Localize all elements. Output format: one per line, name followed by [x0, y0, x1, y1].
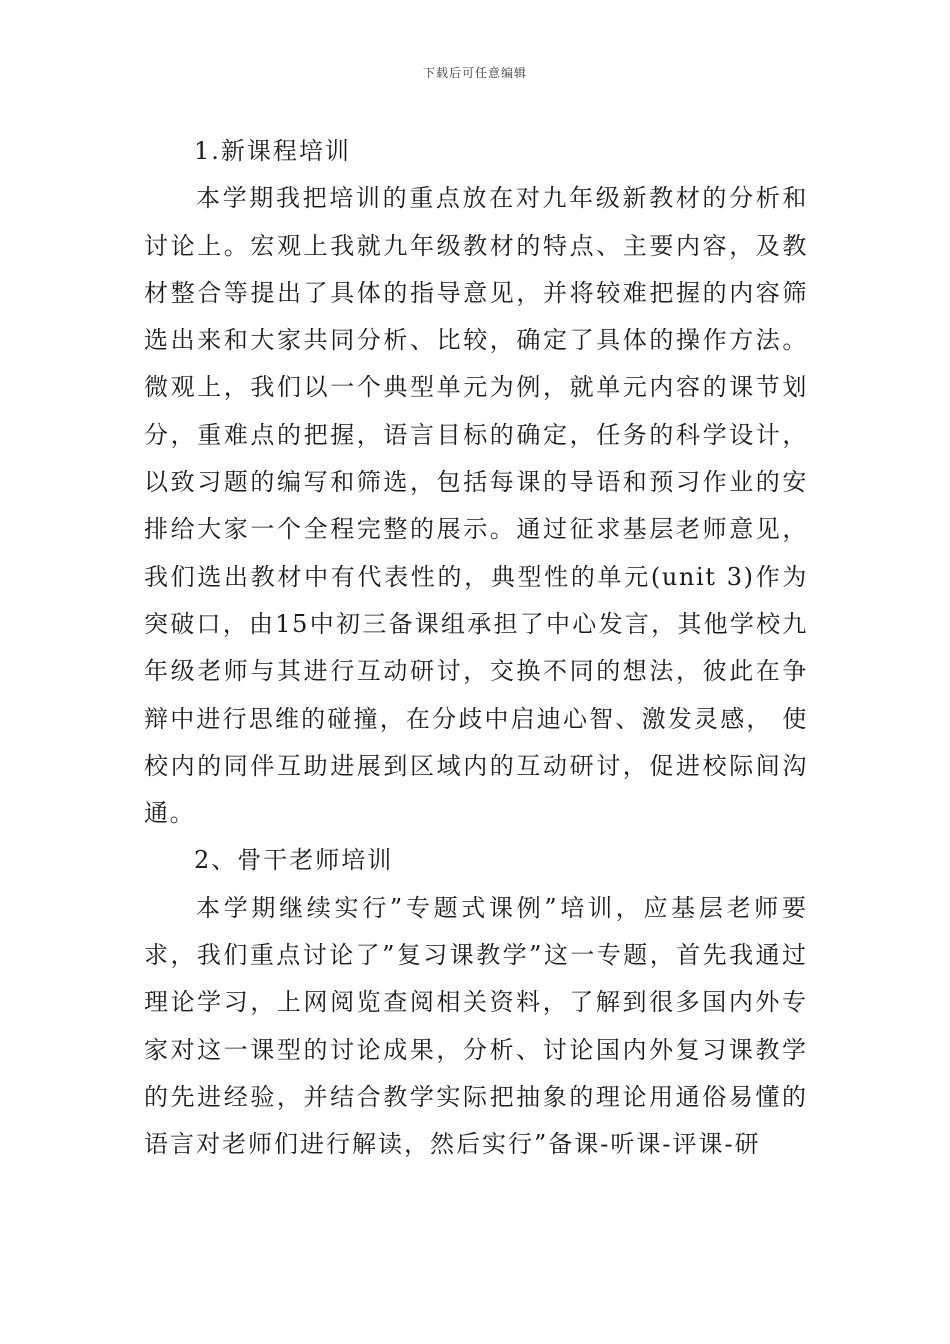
section-heading-key-teacher: 2、骨干老师培训 — [194, 846, 394, 875]
section-heading-new-curriculum: 1.新课程培训 — [194, 137, 351, 165]
page-header-note: 下载后可任意编辑 — [422, 66, 527, 80]
document-body — [144, 128, 808, 1169]
section-paragraph-new-curriculum: 本学期我把培训的重点放在对九年级新教材的分析和讨论上。宏观上我就九年级教材的特点、主要内容，及教材整合等提出了具体的指导意见，并将较难把握的内容筛选出来和大家共同分析、比较，确定了具体的操作方法。微观上，我们以一个典型单元为例，就单元内容的课节划分，重难点的把握，语言目标的确定，任务的科学设计，以致习题的编写和筛选，包括每课的导语和预习作业的安排给大家一个全程完整的展示。通过征求基层老师意见，我们选出教材中有代表性的，典型性的单元(unit 3)作为突破口，由15中初三备课组承担了中心发言，其他学校九年级老师与其进行互动研讨，交换不同的想法，彼此在争辩中进行思维的碰撞，在分歧中启迪心智、激发灵感， 使校内的同伴互助进展到区域内的互动研讨，促进校际间沟通。 — [144, 184, 808, 828]
section-paragraph-key-teacher: 本学期继续实行”专题式课例”培训，应基层老师要求，我们重点讨论了”复习课教学”这一专题，首先我通过理论学习，上网阅览查阅相关资料，了解到很多国内外专家对这一课型的讨论成果，分析、讨论国内外复习课教学的先进经验，并结合教学实际把抽象的理论用通俗易懂的语言对老师们进行解读，然后实行”备课-听课-评课-研 — [144, 893, 808, 1159]
